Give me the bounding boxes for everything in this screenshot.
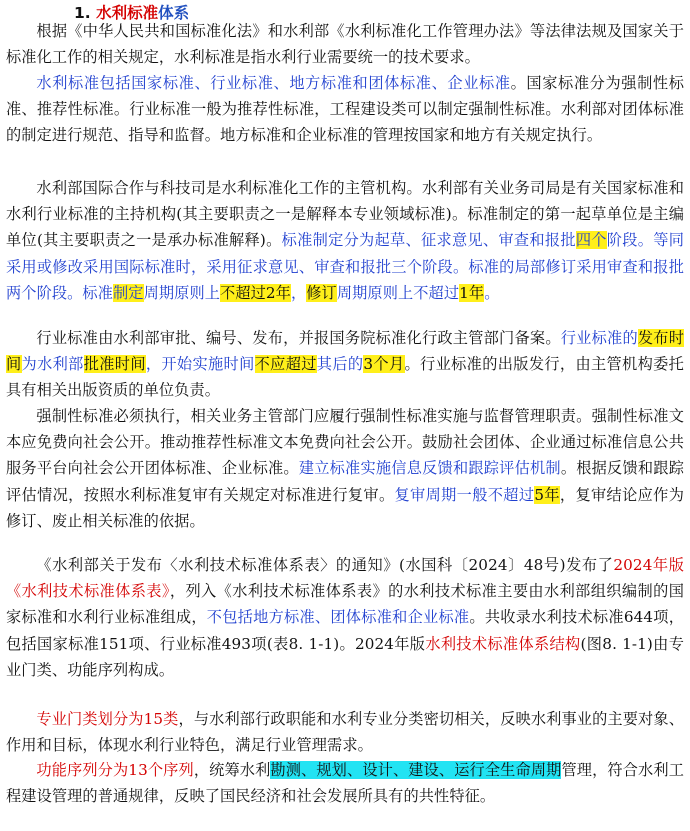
text-run: 行业标准由水利部审批、编号、发布，并报国务院标准化行政主管部门备案。 [36, 329, 561, 347]
text-run: 不包括地方标准、团体标准和企业标准 [206, 608, 470, 627]
text-run: 批准时间 [83, 355, 146, 374]
text-run: 5年 [534, 485, 560, 504]
text-run: 复审周期一般不超过 [394, 485, 535, 504]
text-run: 为水利部 [21, 355, 84, 374]
text-run: 。 [484, 283, 500, 302]
section-number: 1. [74, 4, 97, 22]
paragraph-3 [6, 175, 684, 306]
paragraph-8 [6, 757, 684, 809]
paragraph-5 [6, 403, 684, 534]
text-run: 3个月 [363, 355, 405, 374]
heading-red-part: 水利标准 [96, 4, 159, 22]
text-run: 水利标准包括国家标准、行业标准、地方标准和团体标准、企业标准 [36, 74, 511, 92]
text-run: 制定 [113, 283, 144, 302]
text-run: ，开始实施时间 [145, 355, 255, 374]
text-run: 行业标准的 [560, 329, 638, 347]
text-run: (图8. 1-1)由专业门类、功能序列构成。 [6, 634, 684, 679]
text-run: 其后的 [316, 355, 364, 374]
text-run: 专业门类划分为15类 [36, 710, 179, 728]
text-run: 四个 [575, 231, 607, 250]
text-run: 管理，符合水利工程建设管理的普通规律，反映了国民经济和社会发展所具有的共性特征。 [6, 761, 684, 806]
text-run: 。国家标准分为强制性标准、推荐性标准。行业标准一般为推荐性标准，工程建设类可以制定强制性标准。水利部对团体标准的制定进行规范、指导和监督。地方标准和企业标准的管理按国家和地方有关规定执行。 [6, 74, 684, 145]
text-run: 修订 [306, 283, 337, 302]
text-run: 阶段。等同采用或修改采用国际标准时，采用征求意见、审查和报批三个阶段。标准的局部修订采用审查和报批两个阶段。标准 [6, 231, 684, 302]
text-run: 发布时间 [6, 329, 685, 374]
text-run: 。共收录水利技术标准644项，包括国家标准151项、行业标准493项(表8. 1-1)。2024年版 [6, 608, 685, 653]
text-run: ，列入《水利技术标准体系表》的水利技术标准主要由水利部组织编制的国家标准和水利行业标准组成， [6, 582, 684, 627]
text-run: 2024年版《水利技术标准体系表》 [6, 556, 684, 601]
text-run: 不应超过 [254, 355, 317, 374]
text-run: 。根据反馈和跟踪评估情况，按照水利标准复审有关规定对标准进行复审。 [6, 459, 684, 504]
paragraph-4 [6, 325, 684, 404]
text-run: 水利部国际合作与科技司是水利标准化工作的主管机构。水利部有关业务司局是有关国家标准和水利行业标准的主持机构(其主要职责之一是解释本专业领域标准)。标准制定的第一起草单位是主编单位(其主要职责之一是承办标准解释)。 [6, 179, 684, 250]
text-run: ，统筹水利 [193, 761, 271, 779]
text-run: 水利技术标准体系结构 [425, 634, 581, 653]
text-run: ，与水利部行政职能和水利专业分类密切相关，反映水利事业的主要对象、作用和目标，体现水利行业特色，满足行业管理需求。 [6, 710, 684, 755]
text-run: 建立标准实施信息反馈和跟踪评估机制 [298, 459, 561, 478]
paragraph-7 [6, 706, 684, 758]
paragraph-6 [6, 552, 684, 683]
text-run: 根据《中华人民共和国标准化法》和水利部《水利标准化工作管理办法》等法律法规及国家关于标准化工作的相关规定，水利标准是指水利行业需要统一的技术要求。 [6, 22, 684, 67]
text-run: 。行业标准的出版发行，由主管机构委托具有相关出版资质的单位负责。 [6, 355, 684, 400]
text-run: 周期原则上 [143, 283, 221, 302]
text-run: 标准制定分为起草、征求意见、审查和报批 [281, 231, 576, 250]
text-run: 勘测、规划、设计、建设、运行全生命周期 [270, 761, 562, 779]
heading-blue-part: 体系 [158, 4, 190, 22]
text-run: ， [290, 283, 307, 302]
text-run: 功能序列分为13个序列 [36, 761, 194, 779]
text-run: 《水利部关于发布〈水利技术标准体系表〉的通知》(水国科〔2024〕48号)发布了 [36, 556, 614, 574]
text-run: 不超过2年 [220, 283, 291, 302]
paragraph-1 [6, 18, 684, 70]
text-run: 周期原则上不超过 [336, 283, 460, 302]
text-run: 强制性标准必须执行，相关业务主管部门应履行强制性标准实施与监督管理职责。强制性标准文本应免费向社会公开。推动推荐性标准文本免费向社会公开。鼓励社会团体、企业通过标准信息公共服务平台向社会公开团体标准、企业标准。 [6, 407, 684, 478]
text-run: ，复审结论应作为修订、废止相关标准的依据。 [6, 485, 684, 530]
paragraph-2 [6, 70, 684, 149]
text-run: 1年 [459, 283, 485, 302]
